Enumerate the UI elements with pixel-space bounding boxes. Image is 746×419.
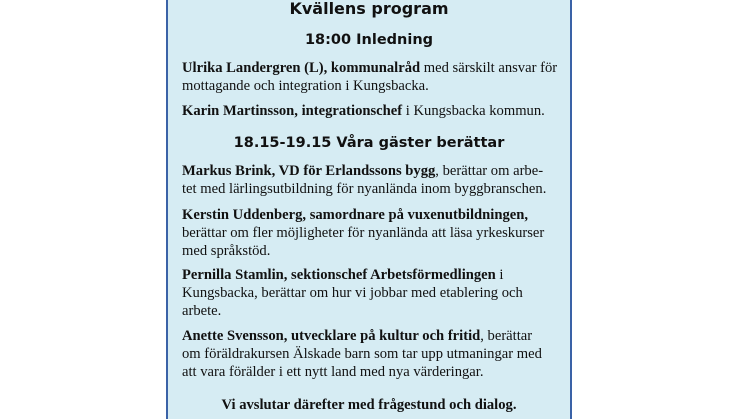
speaker-name: Pernilla Stamlin, sektionschef Arbetsförmedlingen: [182, 267, 496, 283]
section-heading-inledning: 18:00 Inledning: [304, 32, 434, 48]
entry-text: om föräldrakursen Älskade barn som tar upp utmaningar med: [182, 346, 542, 362]
speaker-name: Ulrika Landergren (L), kommunalråd: [182, 60, 421, 76]
entry-text: i Kungsbacka kommun.: [402, 103, 545, 119]
entry-text: , berättar: [480, 328, 533, 344]
entry-line: [182, 206, 562, 224]
entry-line: [182, 102, 562, 120]
entry-text: med särskilt ansvar för: [420, 60, 558, 76]
entry-line: [182, 59, 562, 77]
entry-text: mottagande och integration i Kungsbacka.: [182, 78, 429, 94]
entry-line: [182, 224, 562, 242]
entry-line: [182, 180, 562, 198]
entry-line: [182, 363, 562, 381]
speaker-entry: [182, 162, 562, 198]
entry-line: [182, 327, 562, 345]
entry-text: berättar om fler möjligheter för nyanlända att läsa yrkeskurser: [182, 225, 545, 241]
closing-note: Vi avslutar därefter med frågestund och dialog.: [221, 397, 517, 413]
speaker-entry: [182, 266, 562, 320]
entry-text: i: [495, 267, 504, 283]
entry-text: , berättar om arbe-: [435, 163, 544, 179]
section-heading-guests: 18.15-19.15 Våra gäster berättar: [233, 135, 505, 151]
program-panel: [166, 0, 572, 419]
speaker-name: Karin Martinsson, integrationschef: [182, 103, 403, 119]
entry-text: Kungsbacka, berättar om hur vi jobbar med etablering och: [182, 285, 523, 301]
speaker-name: Markus Brink, VD för Erlandssons bygg: [182, 163, 436, 179]
entry-line: [182, 345, 562, 363]
speaker-entry: [182, 327, 562, 381]
entry-line: [182, 242, 562, 260]
entry-text: med språkstöd.: [182, 243, 271, 259]
entry-line: [182, 284, 562, 302]
speaker-name: Anette Svensson, utvecklare på kultur och fritid: [182, 328, 481, 344]
speaker-entry: [182, 59, 562, 95]
entry-text: tet med lärlingsutbildning för nyanlända inom byggbranschen.: [182, 181, 547, 197]
speaker-entry: [182, 102, 562, 120]
entry-line: [182, 266, 562, 284]
speaker-name: Kerstin Uddenberg, samordnare på vuxenutbildningen,: [182, 207, 528, 223]
program-title: Kvällens program: [289, 0, 449, 18]
entry-line: [182, 162, 562, 180]
entry-text: att vara förälder i ett nytt land med nya värderingar.: [182, 364, 484, 380]
speaker-entry: [182, 206, 562, 260]
entry-text: arbete.: [182, 303, 222, 319]
entry-line: [182, 77, 562, 95]
entry-line: [182, 302, 562, 320]
